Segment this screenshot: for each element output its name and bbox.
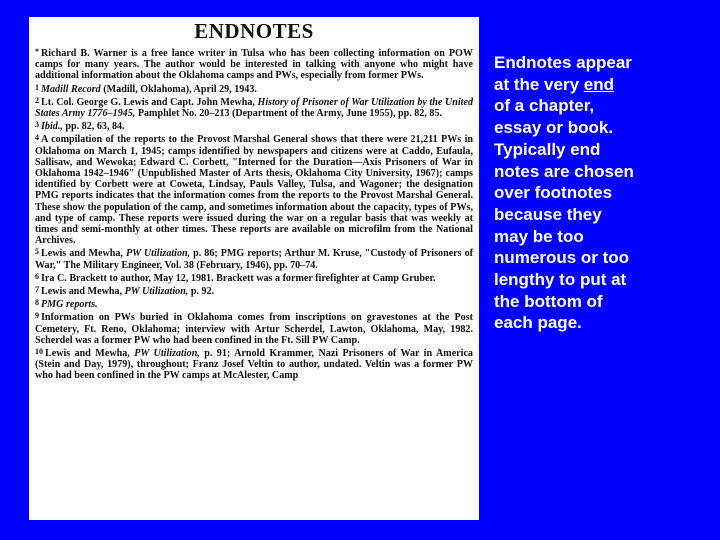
endnote-item: 1 Madill Record (Madill, Oklahoma), April 29, 1943. [35,82,257,95]
explanation-line: the bottom of [494,291,603,311]
explanation-line: notes are chosen [494,161,634,181]
endnote-item: 6 Ira C. Brackett to author, May 12, 1981. Brackett was a former firefighter at Camp Gruber. [35,271,436,284]
explanation-line: over footnotes [494,183,613,203]
endnotes-explanation [494,52,714,334]
endnote-item: 8 PMG reports. [35,298,98,311]
endnote-item: 2 Lt. Col. George G. Lewis and Capt. John Mewha, History of Prisoner of War Utilization by the United States Army 1776–1945, Pamphlet No. 20–213 (Department of the Army, June 1955), pp. 82, 85. [35,95,473,120]
explanation-line: each page. [494,313,582,333]
endnote-item: 9 Information on PWs buried in Oklahoma comes from inscriptions on gravestones at the Post Cemetery, Ft. Reno, Oklahoma; interview with Artur Scherdel, Lawton, Oklahoma, May, 1982. Scherdel was a former PW who had been confined in the Ft. Sill PW Camp. [35,311,473,346]
explanation-line: at the very end [494,74,614,94]
endnote-item: * Richard B. Warner is a free lance writer in Tulsa who has been collecting information on POW camps for many years. The author would be interested in talking with anyone who might have additional information about the Oklahoma camps and PWs, especially from former PWs. [35,47,473,82]
endnotes-scan [29,17,479,520]
explanation-line: because they [494,204,602,224]
endnotes-title: ENDNOTES [194,19,314,43]
explanation-line: essay or book. [494,118,614,138]
endnote-item: 4 A compilation of the reports to the Provost Marshal General shows that there were 21,211 PWs in Oklahoma on March 1, 1945; camps identified by newspapers and citizens were at Caddo, Eufaula, Sallisaw, and Wewoka; Edward C. Corbett, "Interned for the Duration—Axis Prisoners of War in Oklahoma 1942–1946" (Unpublished Master of Arts thesis, Oklahoma City University, 1967); camps identified by Corbett were at Coweta, Lindsay, Pauls Valley, Tulsa, and Wagoner; the designation PMG reports indicates that the information comes from the reports to the Provost Marshal General. These show the population of the camp, and sometimes information about the capacity, types of PWs, and type of camp. These reports were issued during the war on a regular basis that was weekly at times and semi-monthly at other times. These reports are available on microfilm from the National Archives. [35,133,473,247]
explanation-line: Endnotes appear [494,53,632,72]
explanation-line: may be too [494,226,584,246]
endnote-item: 3 Ibid., pp. 82, 63, 84. [35,120,125,133]
endnote-item: 10 Lewis and Mewha, PW Utilization, p. 91; Arnold Krammer, Nazi Prisoners of War in America (Stein and Day, 1979), throughout; Franz Josef Veltin to author, undated. Veltin was a former PW who had been confined in the PW camps at McAlester, Camp [35,347,473,382]
endnote-item: 7 Lewis and Mewha, PW Utilization, p. 92. [35,285,215,298]
explanation-line: of a chapter, [494,96,595,116]
explanation-line: lengthy to put at [494,270,627,290]
endnote-item: 5 Lewis and Mewha, PW Utilization, p. 86; PMG reports; Arthur M. Kruse, "Custody of Prisoners of War," The Military Engineer, Vol. 38 (February, 1946), pp. 70–74. [35,247,473,271]
explanation-line: Typically end [494,139,601,159]
underlined-word: end [583,74,614,94]
explanation-line: numerous or too [494,248,630,268]
